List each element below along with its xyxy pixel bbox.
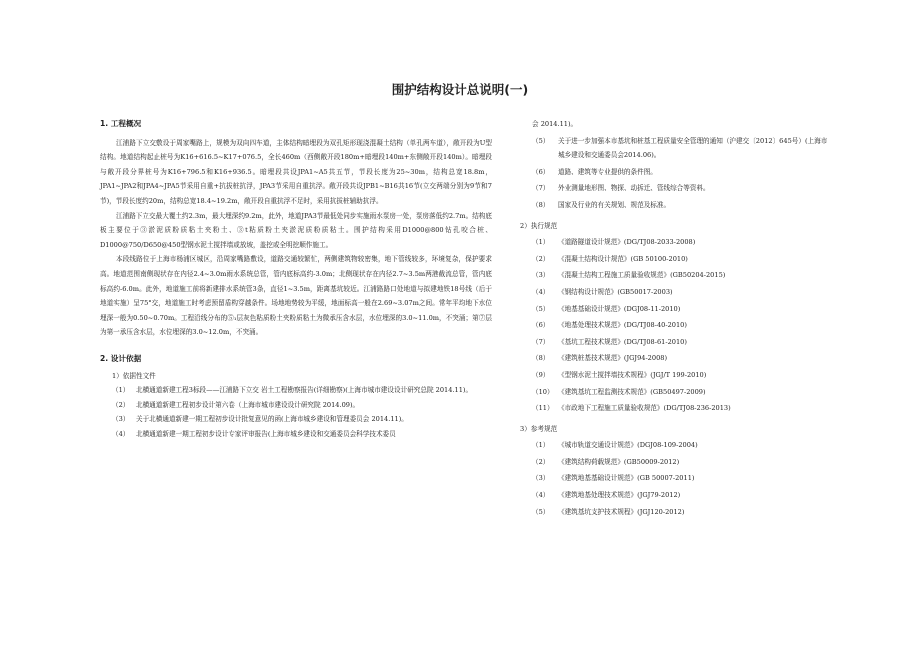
list-item-number: （5） bbox=[532, 304, 550, 313]
list-item bbox=[520, 181, 830, 196]
list-item-text: 《地基处理技术规范》(DG/TJ08-40-2010) bbox=[558, 321, 687, 330]
list-item-number: （6） bbox=[532, 321, 550, 330]
list-item-number: （11） bbox=[532, 404, 554, 413]
list-item bbox=[520, 488, 830, 503]
list-item-number: （3） bbox=[112, 415, 130, 424]
list-item bbox=[520, 285, 830, 300]
list-item-number: （9） bbox=[532, 370, 550, 379]
list-item-text: 《地基基础设计规范》(DGJ08-11-2010) bbox=[558, 304, 681, 313]
list-item-text: 国家及行业的有关规划、规范及标准。 bbox=[558, 200, 671, 209]
list-item-number: （5） bbox=[532, 136, 550, 145]
list-item-text: 《钢结构设计规范》(GB50017-2003) bbox=[558, 287, 673, 296]
list-item-number: （2） bbox=[112, 400, 130, 409]
list-item-text: 《混凝土结构设计规范》(GB 50100-2010) bbox=[558, 254, 688, 263]
list-item-text: 北横通道新建工程3标段——江浦路下立交 岩土工程勘察报告(详细勘察)(上海市城市建设设计研究总院 2014.11)。 bbox=[136, 386, 473, 395]
list-item-text: 《建筑地基基础设计规范》(GB 50007-2011) bbox=[558, 474, 695, 483]
list-item-text: 北横通道新建工程初步设计第六卷（上海市城市建设设计研究院 2014.09)。 bbox=[136, 400, 360, 409]
list-item-text: 道路、建筑等专业提供的条件图。 bbox=[558, 167, 657, 176]
overview-paragraph-1: 江浦路下立交敷设于周家嘴路上，规模为双向四车道，主体结构暗埋段为双孔矩形现浇混凝土结构（单孔两车道），敞开段为U型结构。地道结构起止桩号为K16+616.5~K17+076.5，全长460m（西侧敞开段180m+暗埋段140m+东侧敞开段140m）。暗埋段与敞开段分界桩号为K16+796.5和K16+936.5。暗埋段共设JPA1~A5共五节，节段长度为25~30m，结构总宽18.8m，JPA1~JPA2和JPA4~JPA5节采用自重+抗拔桩抗浮，JPA3节采用自重抗浮。敞开段共设JPB1~B16共16节(立交两端分别为9节和7节)，节段长度约20m，结构总宽18.4~19.2m，敞开段自重抗浮不足时，采用抗拔桩辅助抗浮。 bbox=[100, 138, 492, 205]
overview-paragraph-2: 江浦路下立交最大覆土约2.3m，最大埋深约9.2m，此外，地道JPA3节最低处同步实施雨水泵房一处，泵房落低约2.7m。结构底板主要位于③淤泥质粉质粘土夹粉土、③t粘质粉土夹淤泥质粉质粘土。围护结构采用D1000@800钻孔咬合桩、D1000@750/D650@450型钢水泥土搅拌墙或放坡，盖挖或全明挖顺作施工。 bbox=[100, 211, 492, 249]
list-item bbox=[520, 302, 830, 317]
list-item bbox=[520, 385, 830, 400]
subheading-basis-documents: 1）依据性文件 bbox=[112, 371, 156, 380]
list-item-text: 《市政地下工程施工质量验收规范》(DG/TJ08-236-2013) bbox=[558, 404, 731, 413]
list-item-number: （8） bbox=[532, 354, 550, 363]
left-column bbox=[100, 117, 492, 441]
list-item-text: 外业测量地形图、物探、动拆迁、管线综合等资料。 bbox=[558, 184, 710, 193]
list-item-text: 北横通道新建一期工程初步设计专家评审报告(上海市城乡建设和交通委员会科学技术委员 bbox=[136, 429, 396, 438]
list-item-text: 《建筑基坑支护技术规程》(JGJ120-2012) bbox=[558, 507, 685, 516]
section-heading-basis: 2. 设计依据 bbox=[100, 353, 142, 363]
list-item bbox=[100, 383, 492, 398]
list-item bbox=[520, 252, 830, 267]
list-item bbox=[520, 165, 830, 180]
list-item-number: （2） bbox=[532, 457, 550, 466]
list-item-number: （1） bbox=[532, 441, 550, 450]
list-item bbox=[520, 368, 830, 383]
page-title: 围护结构设计总说明(一) bbox=[391, 82, 529, 97]
list-item-number: （1） bbox=[532, 238, 550, 247]
list-item-number: （3） bbox=[532, 474, 550, 483]
list-item bbox=[520, 401, 830, 416]
list-item-text: 《混凝土结构工程施工质量验收规范》(GB50204-2015) bbox=[558, 271, 726, 280]
list-item bbox=[520, 134, 830, 163]
basis-documents-list bbox=[100, 383, 492, 441]
list-item-text: 《建筑地基处理技术规范》(JGJ79-2012) bbox=[558, 491, 681, 500]
list-item bbox=[520, 198, 830, 213]
section-heading-overview: 1. 工程概况 bbox=[100, 119, 142, 128]
list-item-number: （7） bbox=[532, 337, 550, 346]
list-item bbox=[520, 335, 830, 350]
list-item bbox=[100, 398, 492, 413]
list-item bbox=[520, 471, 830, 486]
overview-paragraph-3: 本段线路位于上海市杨浦区城区，沿周家嘴路敷设，道路交通较繁忙，两侧建筑物较密集，地下管线较多，环境复杂，保护要求高。地道范围南侧现状存在内径2.4~3.0m雨水系统总管，管内底标高约-3.0m；北侧现状存在内径2.7~3.5m两港截流总管，管内底标高约-6.0m。此外，地道施工前将新建排水系统管3条，直径1~3.5m，距离基坑较近。江浦路路口处地道与拟建地铁18号线（后于地道实施）呈75°交，地道施工时考虑预留盾构穿越条件。场地地势较为平缓，地面标高一般在2.69~3.07m之间。常年平均地下水位埋深一般为0.50~0.70m。工程沿线分布的⑤₁层灰色粘质粉土夹粉质粘土为微承压含水层，水位埋深的3.0~11.0m，不突涌；第⑦层为第一承压含水层，水位埋深的3.0~12.0m，不突涌。 bbox=[100, 255, 492, 337]
list-item-number: （5） bbox=[532, 507, 550, 516]
list-item-text: 《城市轨道交通设计规范》(DGJ08-109-2004) bbox=[558, 441, 698, 450]
list-item-number: （7） bbox=[532, 184, 550, 193]
list-item-number: （2） bbox=[532, 254, 550, 263]
list-item-text: 关于进一步加强本市基坑和桩基工程质量安全管理的通知（沪建交〔2012〕645号）(上海市城乡建设和交通委员会2014.06)。 bbox=[558, 136, 828, 160]
list-item-text: 《型钢水泥土搅拌墙技术规程》(JGJ/T 199-2010) bbox=[558, 370, 707, 379]
list-item bbox=[520, 235, 830, 250]
list-item-text: 《建筑结构荷载规范》(GB50009-2012) bbox=[558, 457, 680, 466]
list-item-number: （8） bbox=[532, 200, 550, 209]
reference-codes-list bbox=[520, 438, 830, 519]
list-item bbox=[520, 351, 830, 366]
list-item-text: 《建筑基坑工程监测技术规范》(GB50497-2009) bbox=[558, 387, 706, 396]
list-item-number: （6） bbox=[532, 167, 550, 176]
list-item-number: （4） bbox=[532, 491, 550, 500]
right-column bbox=[520, 117, 830, 521]
list-item bbox=[520, 455, 830, 470]
list-item-number: （1） bbox=[112, 386, 130, 395]
subheading-reference-codes: 3）参考规范 bbox=[520, 424, 558, 433]
list-item bbox=[520, 438, 830, 453]
list-item-continuation: 会 2014.11)。 bbox=[532, 120, 578, 128]
list-item-text: 《道路隧道设计规范》(DG/TJ08-2033-2008) bbox=[558, 238, 696, 247]
subheading-applicable-codes: 2）执行规范 bbox=[520, 221, 558, 230]
list-item-number: （3） bbox=[532, 271, 550, 280]
list-item-text: 《基坑工程技术规范》(DG/TJ08-61-2010) bbox=[558, 337, 687, 346]
applicable-codes-list bbox=[520, 235, 830, 416]
list-item-number: （4） bbox=[532, 287, 550, 296]
list-item-text: 《建筑桩基技术规范》(JGJ94-2008) bbox=[558, 354, 668, 363]
list-item bbox=[100, 427, 492, 442]
list-item bbox=[100, 412, 492, 427]
list-item-number: （4） bbox=[112, 429, 130, 438]
list-item-text: 关于北横通道新建一期工程初步设计批复意见的函(上海市城乡建设和管理委员会 2014.11)。 bbox=[136, 415, 408, 424]
list-item bbox=[520, 505, 830, 520]
list-item-number: （10） bbox=[532, 387, 554, 396]
list-item bbox=[520, 268, 830, 283]
list-item bbox=[520, 318, 830, 333]
basis-documents-list-cont bbox=[520, 134, 830, 213]
